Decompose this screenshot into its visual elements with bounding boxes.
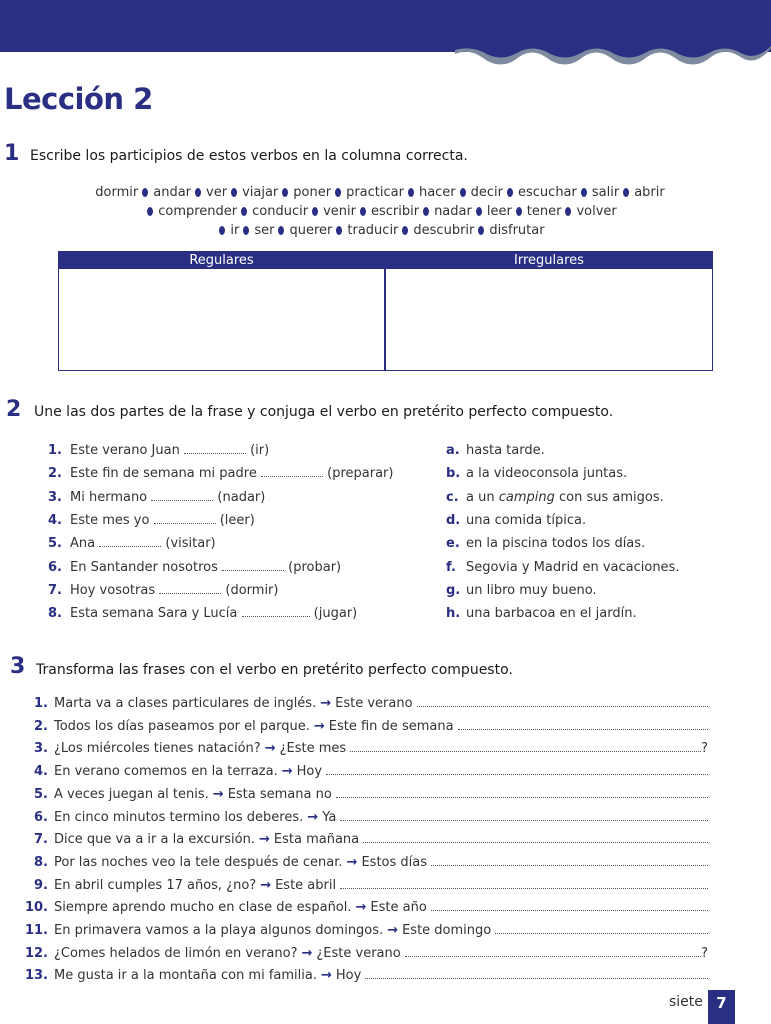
verb-word: tener — [526, 204, 562, 219]
match-left-item — [48, 490, 265, 505]
answer-blank[interactable] — [431, 900, 708, 911]
source-sentence: A veces juegan al tenis. — [54, 786, 209, 802]
verb-word: ir — [230, 223, 240, 238]
bullet-icon — [243, 226, 249, 235]
sentence-end: Segovia y Madrid en vacaciones. — [466, 559, 680, 575]
verb-word: hacer — [418, 185, 456, 200]
word-line — [40, 221, 720, 240]
arrow-right-icon: → — [355, 900, 367, 916]
verb-word: volver — [576, 204, 617, 219]
bullet-icon — [336, 226, 342, 235]
column-header-regulares: Regulares — [59, 252, 384, 269]
match-right-item — [446, 490, 664, 505]
transform-item — [24, 764, 708, 779]
item-number: 3. — [48, 489, 62, 505]
verb-word: practicar — [346, 185, 404, 200]
match-left-item — [48, 443, 269, 458]
bullet-icon — [147, 207, 153, 216]
bullet-icon — [231, 188, 237, 197]
bullet-icon — [460, 188, 466, 197]
prompt-text: Esta semana no — [227, 786, 332, 802]
match-right-item — [446, 536, 645, 551]
answer-blank[interactable] — [350, 741, 701, 752]
verb-hint: (jugar) — [313, 606, 358, 622]
item-letter: g. — [446, 582, 461, 598]
item-number: 2. — [34, 718, 48, 734]
verb-hint: (preparar) — [327, 466, 394, 482]
item-number: 4. — [34, 764, 48, 780]
item-number: 5. — [48, 536, 62, 552]
verb-hint: (ir) — [250, 443, 270, 458]
bullet-icon — [219, 226, 225, 235]
prompt-text: ¿Este mes — [279, 741, 347, 757]
prompt-text: Estos días — [361, 854, 427, 870]
bullet-icon — [565, 207, 571, 216]
transform-item — [24, 832, 708, 847]
participle-table — [58, 251, 713, 371]
prompt-text: Este domingo — [402, 923, 492, 938]
source-sentence: ¿Comes helados de limón en verano? — [54, 945, 298, 961]
item-number: 10. — [24, 900, 48, 916]
item-number: 11. — [24, 923, 48, 938]
transform-item — [24, 900, 708, 915]
transform-item — [24, 810, 708, 825]
verb-word: ser — [254, 223, 275, 238]
prompt-text: Este año — [370, 900, 427, 916]
arrow-right-icon: → — [320, 968, 332, 984]
item-letter: b. — [446, 466, 461, 482]
transform-item — [24, 719, 708, 734]
verb-hint: (nadar) — [217, 489, 266, 505]
transform-item — [24, 855, 708, 870]
verb-word: ver — [206, 185, 228, 200]
bullet-icon — [516, 207, 522, 216]
answer-blank[interactable] — [242, 606, 310, 617]
item-number: 6. — [34, 809, 48, 825]
arrow-right-icon: → — [281, 764, 293, 780]
item-number: 4. — [48, 512, 62, 528]
answer-blank[interactable] — [365, 968, 708, 979]
sentence-end: una comida típica. — [466, 512, 587, 528]
item-number: 12. — [24, 945, 48, 961]
bullet-icon — [278, 226, 284, 235]
bullet-icon — [195, 188, 201, 197]
answer-blank[interactable] — [99, 536, 161, 547]
bullet-icon — [623, 188, 629, 197]
answer-cell-regulares[interactable] — [59, 270, 384, 370]
question-end: ? — [701, 741, 708, 757]
bullet-icon — [478, 226, 484, 235]
sentence-end: un libro muy bueno. — [466, 582, 597, 598]
bullet-icon — [241, 207, 247, 216]
answer-blank[interactable] — [261, 466, 323, 477]
bullet-icon — [402, 226, 408, 235]
exercise-3-number: 3 — [10, 654, 26, 679]
sentence-start: Hoy vosotras — [70, 582, 156, 598]
transform-item — [24, 878, 708, 893]
sentence-start: Este fin de semana mi padre — [70, 466, 257, 482]
match-right-item — [446, 583, 597, 598]
answer-blank[interactable] — [151, 490, 213, 501]
prompt-text: Hoy — [335, 968, 362, 984]
verb-word: conducir — [252, 204, 309, 219]
page-number: 7 — [708, 990, 735, 1024]
match-right-item — [446, 466, 627, 481]
verb-word: poner — [293, 185, 332, 200]
bullet-icon — [423, 207, 429, 216]
sentence-start: Este mes yo — [70, 512, 150, 528]
wave-decoration — [455, 46, 771, 70]
prompt-text: Ya — [322, 809, 337, 825]
prompt-text: Este verano — [335, 696, 413, 711]
verb-word: descubrir — [413, 223, 475, 238]
bullet-icon — [408, 188, 414, 197]
source-sentence: ¿Los miércoles tienes natación? — [54, 741, 261, 757]
item-number: 7. — [34, 832, 48, 848]
bullet-icon — [142, 188, 148, 197]
verb-word: nadar — [434, 204, 472, 219]
item-letter: f. — [446, 559, 456, 575]
item-letter: c. — [446, 489, 459, 505]
source-sentence: En cinco minutos termino los deberes. — [54, 809, 304, 825]
match-left-item — [48, 536, 216, 551]
answer-blank[interactable] — [154, 513, 216, 524]
bullet-icon — [282, 188, 288, 197]
prompt-text: Esta mañana — [273, 832, 360, 848]
verb-word: abrir — [634, 185, 665, 200]
answer-blank[interactable] — [495, 923, 708, 934]
verb-word: venir — [323, 204, 356, 219]
word-line — [40, 183, 720, 202]
prompt-text: ¿Este verano — [316, 945, 401, 961]
verb-word: andar — [153, 185, 192, 200]
source-sentence: Me gusta ir a la montaña con mi familia. — [54, 968, 317, 984]
item-number: 1. — [48, 443, 62, 458]
sentence-start: Este verano Juan — [70, 443, 180, 458]
lesson-title: Lección 2 — [4, 82, 153, 116]
verb-word: querer — [289, 223, 333, 238]
item-number: 13. — [24, 968, 48, 984]
match-left-item — [48, 466, 393, 481]
transform-item — [24, 787, 708, 802]
arrow-right-icon: → — [212, 786, 224, 802]
item-number: 8. — [34, 854, 48, 870]
item-number: 8. — [48, 606, 62, 622]
verb-word: comprender — [158, 204, 238, 219]
answer-blank[interactable] — [340, 810, 708, 821]
arrow-right-icon: → — [313, 718, 325, 734]
sentence-start: Esta semana Sara y Lucía — [70, 606, 238, 622]
match-right-item — [446, 443, 545, 458]
source-sentence: Todos los días paseamos por el parque. — [54, 718, 310, 734]
verb-hint: (probar) — [288, 559, 342, 575]
answer-blank[interactable] — [336, 787, 708, 798]
sentence-end: en la piscina todos los días. — [466, 536, 646, 552]
item-number: 9. — [34, 877, 48, 893]
match-left-item — [48, 606, 357, 621]
verb-word: disfrutar — [489, 223, 545, 238]
prompt-text: Este fin de semana — [328, 718, 454, 734]
bullet-icon — [507, 188, 513, 197]
verb-word: dormir — [95, 185, 139, 200]
arrow-right-icon: → — [301, 945, 313, 961]
source-sentence: Siempre aprendo mucho en clase de español. — [54, 900, 352, 916]
verb-word: salir — [591, 185, 620, 200]
match-right-item — [446, 513, 586, 528]
sentence-start: Mi hermano — [70, 489, 148, 505]
answer-blank[interactable] — [184, 443, 246, 454]
bullet-icon — [360, 207, 366, 216]
transform-item — [24, 946, 708, 961]
transform-item — [24, 741, 708, 756]
sentence-end: una barbacoa en el jardín. — [466, 606, 637, 622]
exercise-2-instruction: Une las dos partes de la frase y conjuga el verbo en pretérito perfecto compuesto. — [34, 404, 614, 420]
item-number: 2. — [48, 466, 62, 482]
transform-item — [24, 923, 708, 938]
prompt-text: Hoy — [296, 764, 323, 780]
match-left-item — [48, 560, 341, 575]
match-left-item — [48, 513, 255, 528]
item-number: 3. — [34, 741, 48, 757]
source-sentence: Por las noches veo la tele después de cenar. — [54, 854, 343, 870]
arrow-right-icon: → — [259, 832, 270, 848]
source-sentence: En abril cumples 17 años, ¿no? — [54, 877, 257, 893]
sentence-end: a un — [466, 489, 499, 505]
answer-blank[interactable] — [458, 719, 708, 730]
transform-item — [24, 696, 708, 711]
prompt-text: Este abril — [275, 877, 337, 893]
column-header-irregulares: Irregulares — [386, 252, 712, 269]
verb-word: viajar — [242, 185, 279, 200]
match-left-item — [48, 583, 278, 598]
verb-hint: (visitar) — [165, 536, 216, 552]
verb-word: traducir — [347, 223, 399, 238]
word-line — [40, 202, 720, 221]
arrow-right-icon: → — [346, 854, 358, 870]
exercise-1-number: 1 — [4, 141, 20, 166]
answer-blank[interactable] — [340, 878, 708, 889]
verb-hint: (leer) — [219, 512, 255, 528]
arrow-right-icon: → — [307, 809, 319, 825]
sentence-end-rest: con sus amigos. — [554, 489, 664, 505]
exercise-1-instruction: Escribe los participios de estos verbos en la columna correcta. — [30, 148, 468, 164]
answer-cell-irregulares[interactable] — [386, 270, 712, 370]
verb-word: leer — [486, 204, 512, 219]
bullet-icon — [476, 207, 482, 216]
item-letter: e. — [446, 536, 460, 552]
verb-hint: (dormir) — [225, 582, 279, 598]
answer-blank[interactable] — [159, 583, 221, 594]
item-letter: a. — [446, 443, 460, 458]
answer-blank[interactable] — [417, 696, 708, 707]
bullet-icon — [335, 188, 341, 197]
item-number: 7. — [48, 582, 62, 598]
source-sentence: En primavera vamos a la playa algunos domingos. — [54, 923, 384, 938]
verb-word: escuchar — [518, 185, 577, 200]
source-sentence: Dice que va a ir a la excursión. — [54, 832, 255, 848]
sentence-end-italic: camping — [498, 489, 555, 505]
verb-word-list — [40, 183, 720, 240]
page-word: siete — [669, 994, 703, 1010]
item-letter: d. — [446, 512, 461, 528]
item-number: 5. — [34, 786, 48, 802]
exercise-3-instruction: Transforma las frases con el verbo en pretérito perfecto compuesto. — [36, 662, 513, 678]
bullet-icon — [581, 188, 587, 197]
exercise-2-number: 2 — [6, 397, 22, 422]
item-number: 6. — [48, 559, 62, 575]
answer-blank[interactable] — [431, 855, 708, 866]
match-right-item — [446, 606, 637, 621]
header-band — [0, 0, 771, 52]
source-sentence: Marta va a clases particulares de inglés. — [54, 696, 317, 711]
arrow-right-icon: → — [387, 923, 399, 938]
transform-item — [24, 968, 708, 983]
answer-blank[interactable] — [363, 832, 708, 843]
answer-blank[interactable] — [326, 764, 708, 775]
verb-word: decir — [470, 185, 504, 200]
answer-blank[interactable] — [222, 560, 284, 571]
match-right-item — [446, 560, 679, 575]
question-end: ? — [701, 945, 708, 961]
bullet-icon — [312, 207, 318, 216]
source-sentence: En verano comemos en la terraza. — [54, 764, 278, 780]
arrow-right-icon: → — [320, 696, 332, 711]
verb-word: escribir — [370, 204, 420, 219]
item-number: 1. — [34, 696, 48, 711]
arrow-right-icon: → — [260, 877, 272, 893]
sentence-end: a la videoconsola juntas. — [466, 466, 628, 482]
arrow-right-icon: → — [264, 741, 276, 757]
answer-blank[interactable] — [405, 946, 701, 957]
sentence-end: hasta tarde. — [466, 443, 545, 458]
sentence-start: Ana — [70, 536, 96, 552]
item-letter: h. — [446, 606, 461, 622]
sentence-start: En Santander nosotros — [70, 559, 218, 575]
